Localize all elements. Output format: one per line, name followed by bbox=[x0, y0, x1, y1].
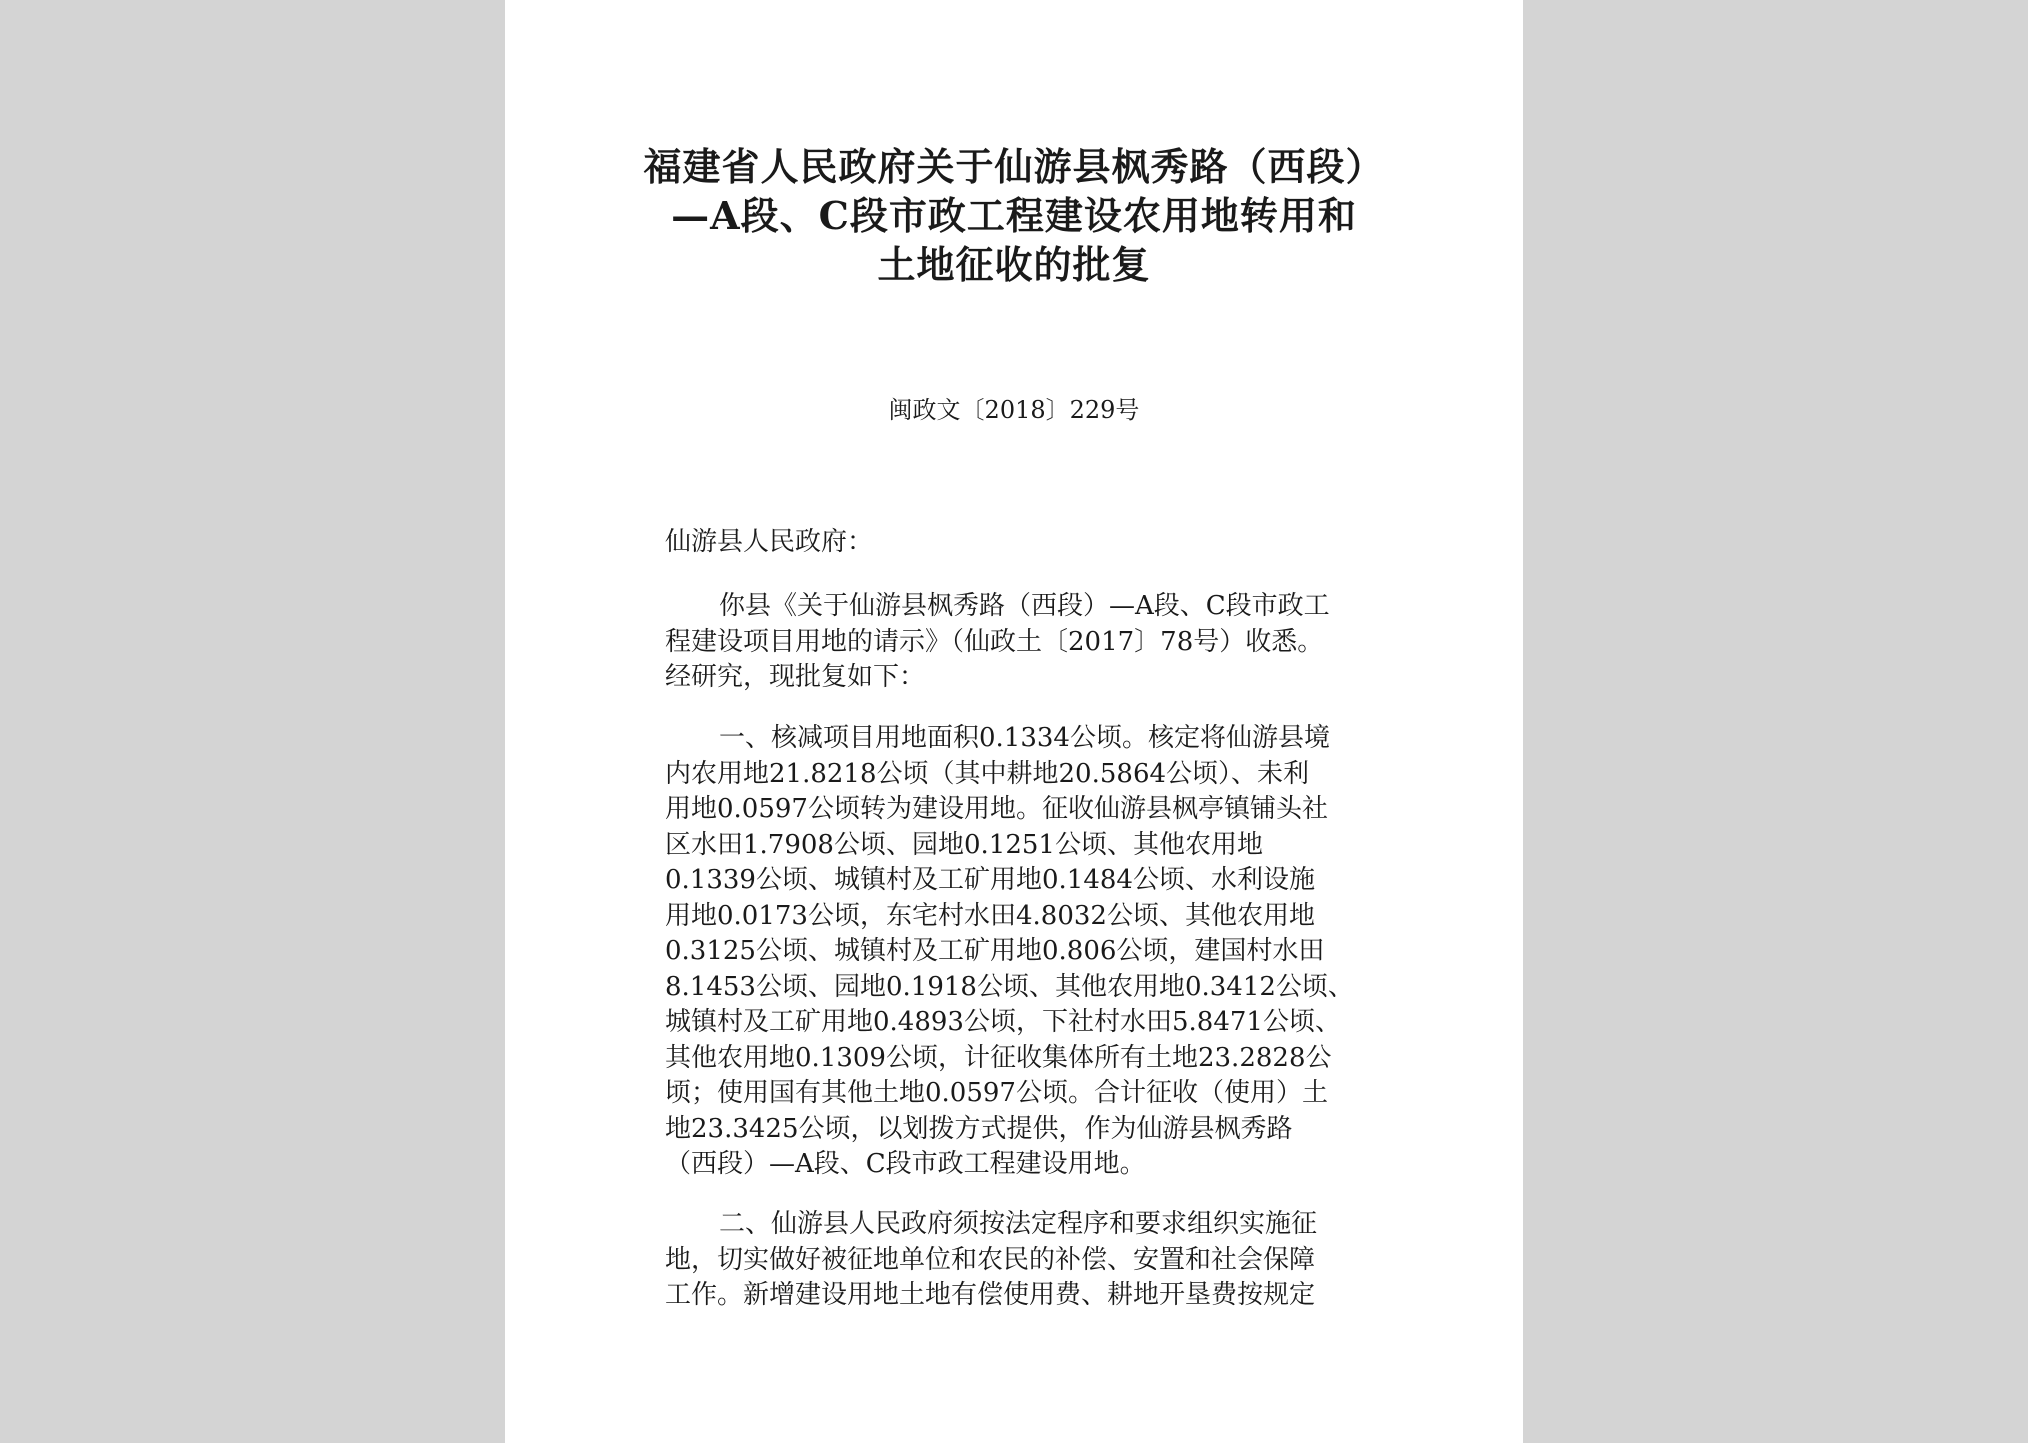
paragraph-2-line: 其他农用地0.1309公顷，计征收集体所有土地23.2828公 bbox=[665, 1042, 1332, 1073]
paragraph-3 bbox=[665, 1207, 1385, 1314]
paragraph-2-line: 用地0.0597公顷转为建设用地。征收仙游县枫亭镇铺头社 bbox=[665, 794, 1328, 824]
document-number: 闽政文〔2018〕229号 bbox=[888, 396, 1140, 424]
paragraph-3-line: 二、仙游县人民政府须按法定程序和要求组织实施征 bbox=[719, 1209, 1318, 1239]
paragraph-2-line: 区水田1.7908公顷、园地0.1251公顷、其他农用地 bbox=[665, 829, 1263, 860]
salutation bbox=[665, 525, 1385, 561]
document-title bbox=[505, 142, 1523, 289]
paragraph-2-line: 顷；使用国有其他土地0.0597公顷。合计征收（使用）土 bbox=[665, 1078, 1328, 1108]
paragraph-2-line: 城镇村及工矿用地0.4893公顷，下社村水田5.8471公顷、 bbox=[665, 1007, 1341, 1037]
title-line-2: —A段、C段市政工程建设农用地转用和 bbox=[671, 193, 1357, 238]
title-line-1: 福建省人民政府关于仙游县枫秀路（西段） bbox=[643, 144, 1385, 189]
document-page bbox=[505, 0, 1523, 1443]
paragraph-1-line: 程建设项目用地的请示》（仙政土〔2017〕78号）收悉。 bbox=[665, 626, 1324, 657]
paragraph-2-line: （西段）—A段、C段市政工程建设用地。 bbox=[665, 1149, 1146, 1179]
paragraph-2-line: 一、核减项目用地面积0.1334公顷。核定将仙游县境 bbox=[719, 723, 1330, 753]
paragraph-2-line: 0.1339公顷、城镇村及工矿用地0.1484公顷、水利设施 bbox=[665, 865, 1315, 895]
paragraph-2-line: 0.3125公顷、城镇村及工矿用地0.806公顷，建国村水田 bbox=[665, 936, 1325, 966]
title-line-3: 土地征收的批复 bbox=[877, 242, 1151, 287]
paragraph-2-line: 8.1453公顷、园地0.1918公顷、其他农用地0.3412公顷、 bbox=[665, 971, 1354, 1002]
paragraph-1-line: 你县《关于仙游县枫秀路（西段）—A段、C段市政工 bbox=[719, 591, 1330, 621]
paragraph-3-line: 工作。新增建设用地土地有偿使用费、耕地开垦费按规定 bbox=[665, 1280, 1316, 1310]
paragraph-2-line: 内农用地21.8218公顷（其中耕地20.5864公顷）、未利 bbox=[665, 758, 1310, 789]
paragraph-1 bbox=[665, 589, 1385, 696]
paragraph-1-line: 经研究，现批复如下： bbox=[665, 662, 926, 692]
paragraph-2 bbox=[665, 721, 1385, 1183]
paragraph-2-line: 地23.3425公顷，以划拨方式提供，作为仙游县枫秀路 bbox=[665, 1113, 1293, 1144]
salutation-line: 仙游县人民政府： bbox=[665, 527, 874, 557]
paragraph-3-line: 地，切实做好被征地单位和农民的补偿、安置和社会保障 bbox=[665, 1244, 1316, 1275]
paragraph-2-line: 用地0.0173公顷，东宅村水田4.8032公顷、其他农用地 bbox=[665, 900, 1315, 931]
